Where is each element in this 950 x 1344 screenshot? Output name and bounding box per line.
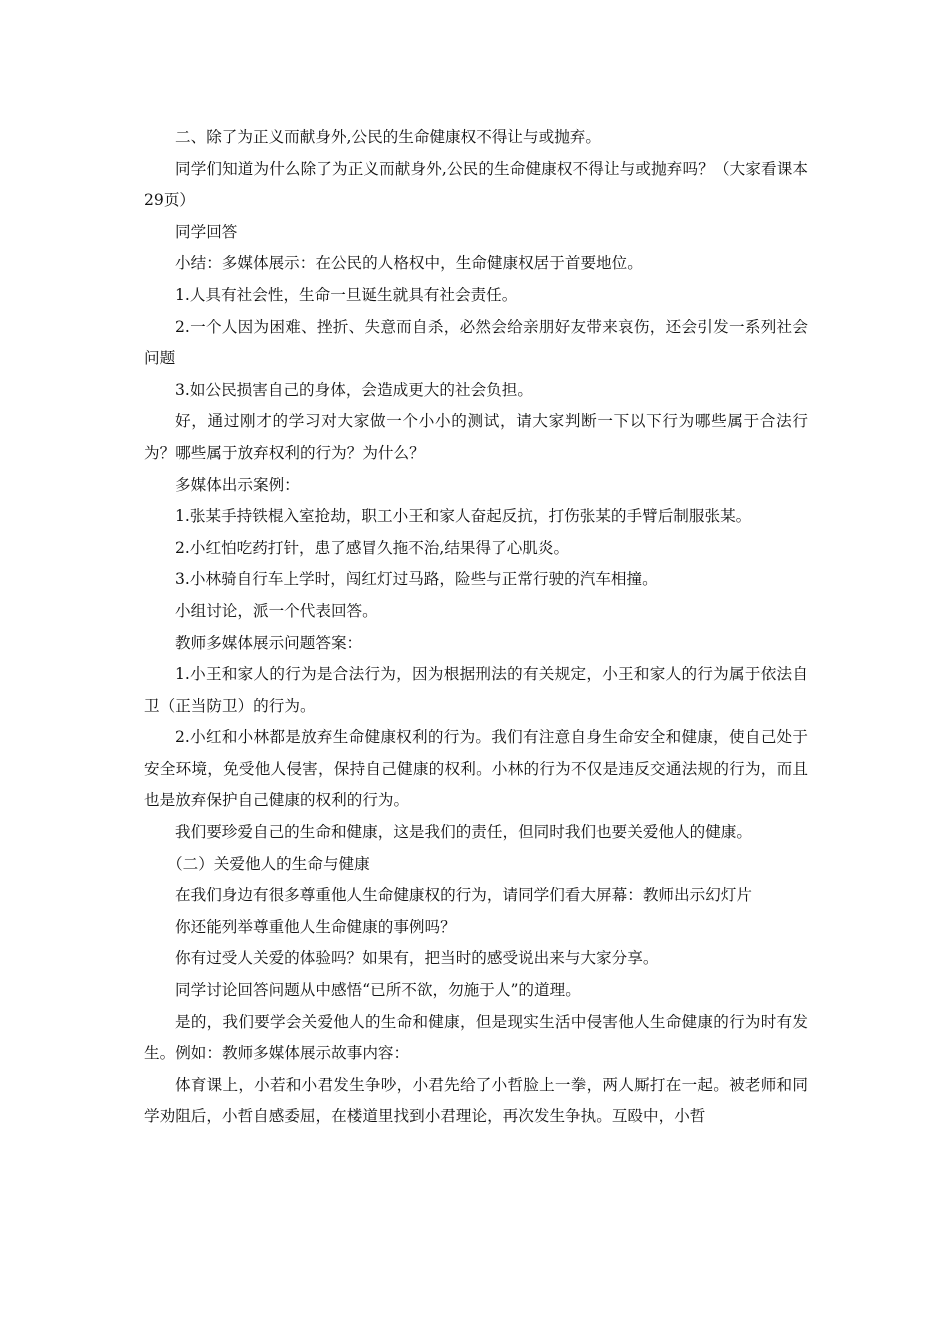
paragraph: 好，通过刚才的学习对大家做一个小小的测试，请大家判断一下以下行为哪些属于合法行为？哪些属于放弃权利的行为？为什么？ xyxy=(144,412,808,462)
paragraph: 小组讨论，派一个代表回答。 xyxy=(175,601,378,620)
case-item: 2.小红怕吃药打针，患了感冒久拖不治,结果得了心肌炎。 xyxy=(175,538,570,557)
case-item: 1.张某手持铁棍入室抢劫，职工小王和家人奋起反抗，打伤张某的手臂后制服张某。 xyxy=(175,507,752,526)
paragraph: 是的，我们要学会关爱他人的生命和健康，但是现实生活中侵害他人生命健康的行为时有发生。例如：教师多媒体展示故事内容： xyxy=(144,1012,808,1063)
section-heading-sub: （二）关爱他人的生命与健康 xyxy=(167,854,370,873)
paragraph: 在我们身边有很多尊重他人生命健康权的行为，请同学们看大屏幕：教师出示幻灯片 xyxy=(175,886,752,905)
paragraph: 多媒体出示案例： xyxy=(175,475,300,494)
paragraph: 教师多媒体展示问题答案： xyxy=(175,633,363,652)
list-item: 2.一个人因为困难、挫折、失意而自杀，必然会给亲朋好友带来哀伤，还会引发一系列社会问题 xyxy=(144,317,808,368)
section-heading-two: 二、除了为正义而献身外,公民的生命健康权不得让与或抛弃。 xyxy=(175,128,601,146)
paragraph: 你还能列举尊重他人生命健康的事例吗？ xyxy=(175,917,456,936)
paragraph: 同学们知道为什么除了为正义而献身外,公民的生命健康权不得让与或抛弃吗？（大家看课本29页） xyxy=(144,159,808,210)
paragraph: 同学讨论回答问题从中感悟“已所不欲，勿施于人”的道理。 xyxy=(175,981,581,1000)
document-body xyxy=(144,122,808,1133)
answer-item: 1.小王和家人的行为是合法行为，因为根据刑法的有关规定，小王和家人的行为属于依法自卫（正当防卫）的行为。 xyxy=(144,665,808,715)
case-item: 3.小林骑自行车上学时，闯红灯过马路，险些与正常行驶的汽车相撞。 xyxy=(175,570,658,589)
paragraph: 小结：多媒体展示：在公民的人格权中，生命健康权居于首要地位。 xyxy=(175,254,643,273)
paragraph: 我们要珍爱自己的生命和健康，这是我们的责任，但同时我们也要关爱他人的健康。 xyxy=(175,823,752,842)
list-item: 3.如公民损害自己的身体，会造成更大的社会负担。 xyxy=(175,380,533,399)
list-item: 1.人具有社会性，生命一旦诞生就具有社会责任。 xyxy=(175,285,518,304)
paragraph: 你有过受人关爱的体验吗？如果有，把当时的感受说出来与大家分享。 xyxy=(175,949,659,968)
answer-item: 2.小红和小林都是放弃生命健康权利的行为。我们有注意自身生命安全和健康，使自己处于安全环境，免受他人侵害，保持自己健康的权利。小林的行为不仅是违反交通法规的行为，而且也是放弃保护自己健康的权利的行为。 xyxy=(144,728,808,810)
paragraph: 同学回答 xyxy=(175,222,238,241)
story-paragraph: 体育课上，小若和小君发生争吵，小君先给了小哲脸上一拳，两人厮打在一起。被老师和同学劝阻后，小哲自感委屈，在楼道里找到小君理论，再次发生争执。互殴中，小哲 xyxy=(144,1075,808,1126)
